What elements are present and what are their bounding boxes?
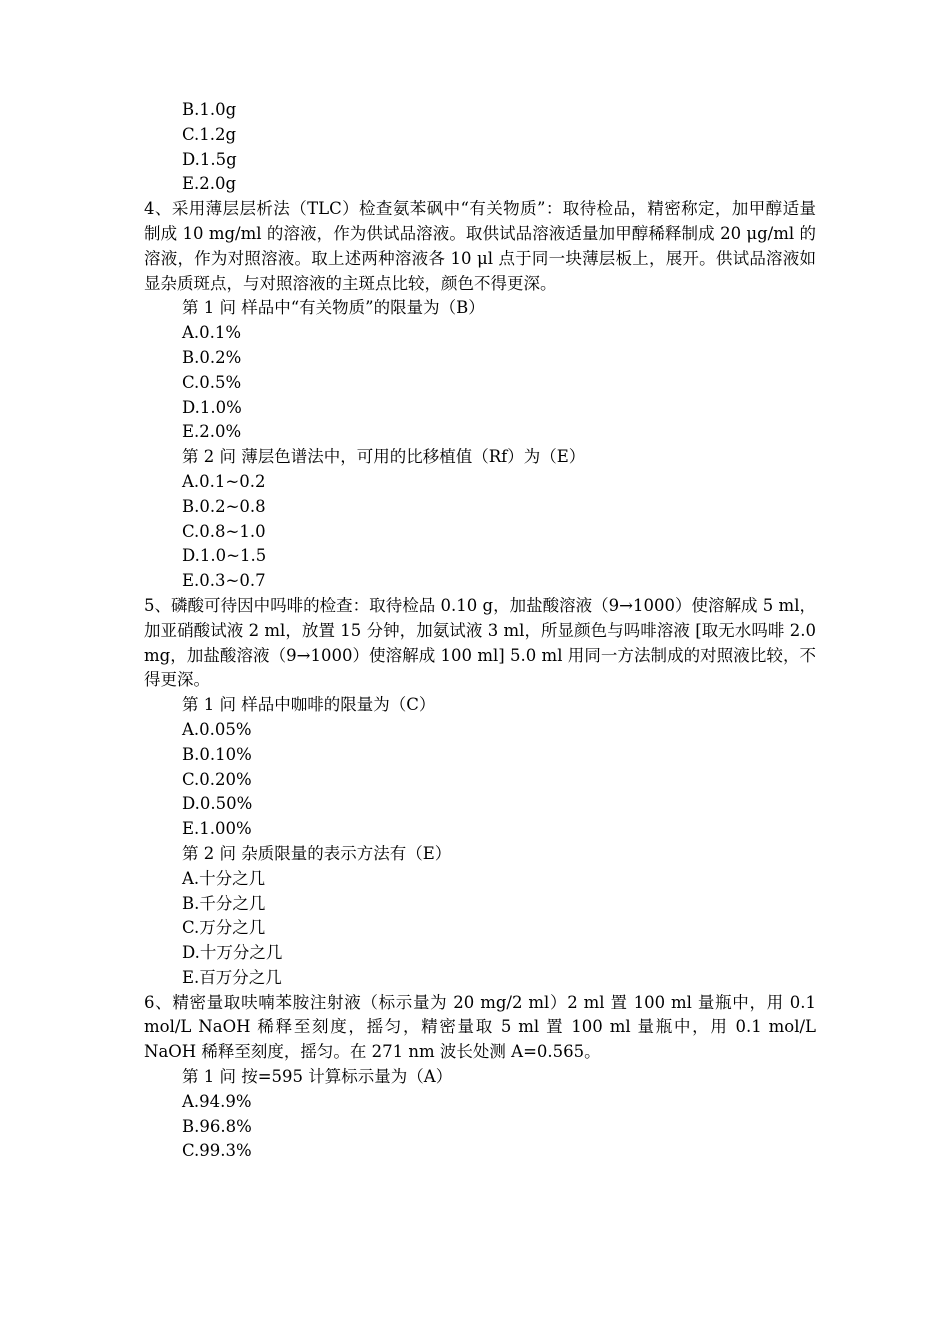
answer-option: E.百万分之几 bbox=[182, 967, 282, 987]
answer-option: B.千分之几 bbox=[182, 893, 266, 913]
answer-option: A.0.1~0.2 bbox=[182, 471, 266, 491]
answer-option: C.0.8~1.0 bbox=[182, 521, 266, 541]
sub-question: 第 2 问 薄层色谱法中，可用的比移植值（Rf）为（E） bbox=[182, 447, 586, 467]
answer-option: C.0.5% bbox=[182, 372, 242, 392]
answer-option: D.0.50% bbox=[182, 794, 253, 814]
answer-option: A.十分之几 bbox=[182, 868, 266, 888]
answer-option: E.2.0% bbox=[182, 422, 242, 442]
answer-option: B.0.2% bbox=[182, 347, 242, 367]
document-content bbox=[144, 98, 816, 1164]
answer-option: B.96.8% bbox=[182, 1116, 252, 1136]
answer-option: B.0.10% bbox=[182, 744, 252, 764]
question-stem: 5、磷酸可待因中吗啡的检查：取待检品 0.10 g，加盐酸溶液（9→1000）使溶解成 5 ml，加亚硝酸试液 2 ml，放置 15 分钟，加氨试液 3 ml，所显颜色与吗啡溶液 [取无水吗啡 2.0 mg，加盐酸溶液（9→1000）使溶解成 100 ml] 5.0 ml 用同一方法制成的对照液比较，不得更深。 bbox=[144, 595, 816, 690]
answer-option: D.1.0% bbox=[182, 397, 242, 417]
sub-question: 第 1 问 样品中“有关物质”的限量为（B） bbox=[182, 298, 485, 318]
sub-question: 第 2 问 杂质限量的表示方法有（E） bbox=[182, 843, 452, 863]
answer-option: E.1.00% bbox=[182, 819, 252, 839]
answer-option: A.0.05% bbox=[182, 719, 252, 739]
question-stem: 6、精密量取呋喃苯胺注射液（标示量为 20 mg/2 ml）2 ml 置 100 ml 量瓶中，用 0.1 mol/L NaOH 稀释至刻度，摇匀，精密量取 5 ml 置 100 ml 量瓶中，用 0.1 mol/L NaOH 稀释至刻度，摇匀。在 271 nm 波长处测 A=0.565。 bbox=[144, 992, 816, 1062]
answer-option: E.2.0g bbox=[182, 174, 237, 194]
answer-option: C.万分之几 bbox=[182, 918, 266, 938]
answer-option: D.十万分之几 bbox=[182, 943, 283, 963]
answer-option: E.0.3~0.7 bbox=[182, 571, 266, 591]
answer-option: D.1.5g bbox=[182, 149, 237, 169]
sub-question: 第 1 问 按=595 计算标示量为（A） bbox=[182, 1067, 453, 1087]
answer-option: D.1.0~1.5 bbox=[182, 546, 267, 566]
question-stem: 4、采用薄层层析法（TLC）检查氨苯砜中“有关物质”：取待检品，精密称定，加甲醇适量制成 10 mg/ml 的溶液，作为供试品溶液。取供试品溶液适量加甲醇稀释制成 20 μg/ml 的溶液，作为对照溶液。取上述两种溶液各 10 μl 点于同一块薄层板上，展开。供试品溶液如显杂质斑点，与对照溶液的主斑点比较，颜色不得更深。 bbox=[144, 199, 816, 293]
answer-option: C.1.2g bbox=[182, 124, 237, 144]
answer-option: C.99.3% bbox=[182, 1141, 252, 1161]
answer-option: B.1.0g bbox=[182, 100, 237, 119]
answer-option: A.94.9% bbox=[182, 1091, 252, 1111]
answer-option: B.0.2~0.8 bbox=[182, 496, 266, 516]
answer-option: C.0.20% bbox=[182, 769, 252, 789]
answer-option: A.0.1% bbox=[182, 323, 242, 343]
sub-question: 第 1 问 样品中咖啡的限量为（C） bbox=[182, 695, 436, 715]
